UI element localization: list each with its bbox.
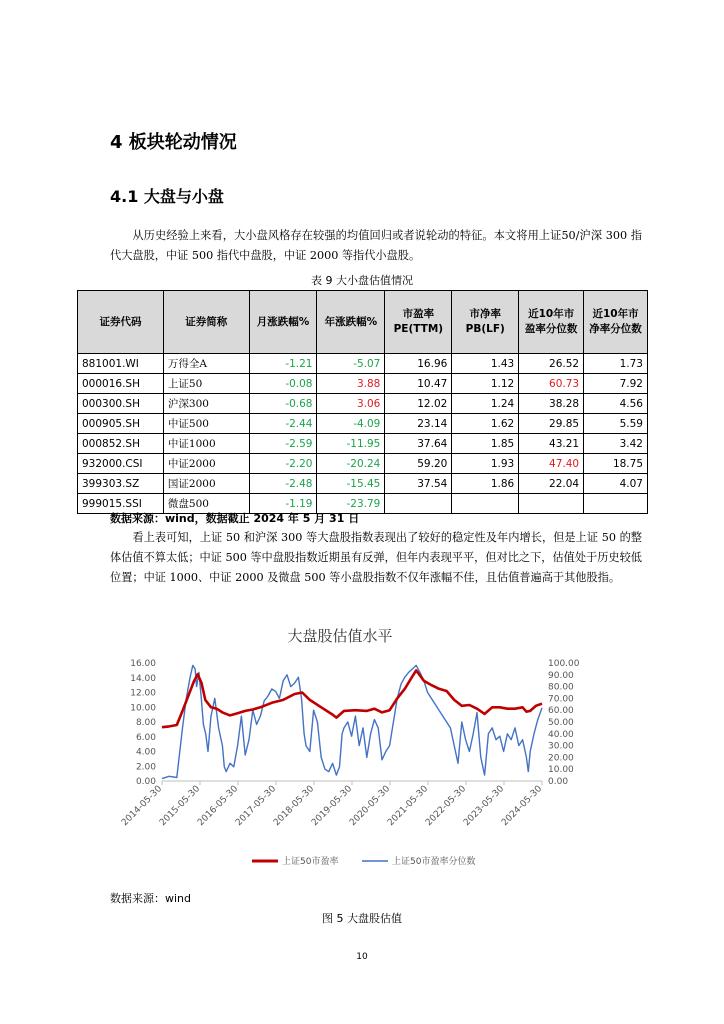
table-header-cell: 近10年市盈率分位数 bbox=[519, 291, 584, 354]
page-number: 10 bbox=[356, 952, 368, 962]
table-cell: -2.59 bbox=[249, 434, 317, 454]
table-cell: 1.73 bbox=[584, 354, 648, 374]
table-cell: -15.45 bbox=[317, 474, 385, 494]
x-tick-label: 2022-05-30 bbox=[424, 784, 469, 829]
table-header-row bbox=[78, 291, 648, 354]
table-cell: 1.93 bbox=[452, 454, 519, 474]
table-cell: 60.73 bbox=[519, 374, 584, 394]
x-tick-label: 2016-05-30 bbox=[196, 784, 241, 829]
table-cell: 999015.SSI bbox=[78, 494, 164, 514]
y-right-tick-label: 50.00 bbox=[548, 718, 574, 728]
table-cell: 1.85 bbox=[452, 434, 519, 454]
table-row bbox=[78, 474, 648, 494]
table-cell: -23.79 bbox=[317, 494, 385, 514]
x-tick-label: 2019-05-30 bbox=[310, 784, 355, 829]
y-right-tick-label: 0.00 bbox=[548, 777, 569, 787]
chart-source: 数据来源：wind bbox=[110, 892, 192, 905]
table-row bbox=[78, 454, 648, 474]
table-row bbox=[78, 434, 648, 454]
table-cell: -1.21 bbox=[249, 354, 317, 374]
series-line-pe-percentile bbox=[162, 665, 542, 778]
table-cell: 1.24 bbox=[452, 394, 519, 414]
y-left-tick-label: 12.00 bbox=[130, 688, 156, 699]
y-right-tick-label: 40.00 bbox=[548, 729, 574, 740]
table-cell bbox=[584, 494, 648, 514]
table-cell: -20.24 bbox=[317, 454, 385, 474]
table-cell: 3.42 bbox=[584, 434, 648, 454]
table-cell: 万得全A bbox=[163, 354, 249, 374]
table-header-cell: 证券简称 bbox=[163, 291, 249, 354]
table-row bbox=[78, 374, 648, 394]
table-cell: 18.75 bbox=[584, 454, 648, 474]
table-cell: 中证500 bbox=[163, 414, 249, 434]
table-cell: -2.20 bbox=[249, 454, 317, 474]
legend-label: 上证50市盈率 bbox=[282, 857, 339, 867]
table-cell: 000016.SH bbox=[78, 374, 164, 394]
table-cell: 3.06 bbox=[317, 394, 385, 414]
y-left-tick-label: 4.00 bbox=[135, 747, 156, 758]
table-cell bbox=[519, 494, 584, 514]
table-cell: -0.68 bbox=[249, 394, 317, 414]
table-cell: 1.12 bbox=[452, 374, 519, 394]
y-left-tick-label: 0.00 bbox=[135, 777, 156, 787]
y-left-tick-label: 6.00 bbox=[135, 732, 156, 743]
section-title: 4 板块轮动情况 bbox=[110, 132, 237, 153]
table-cell: 932000.CSI bbox=[78, 454, 164, 474]
table-cell: 37.64 bbox=[385, 434, 452, 454]
series-line-pe bbox=[162, 670, 542, 727]
table-header-cell: 年涨跌幅% bbox=[317, 291, 385, 354]
table-cell: 1.62 bbox=[452, 414, 519, 434]
table-header-cell: 月涨跌幅% bbox=[249, 291, 317, 354]
table-cell: 7.92 bbox=[584, 374, 648, 394]
table-header-cell: 市净率PB(LF) bbox=[452, 291, 519, 354]
y-left-tick-label: 10.00 bbox=[130, 703, 156, 714]
table-cell: 1.43 bbox=[452, 354, 519, 374]
table-cell: 22.04 bbox=[519, 474, 584, 494]
table-cell: 29.85 bbox=[519, 414, 584, 434]
table-cell: 26.52 bbox=[519, 354, 584, 374]
table-header-cell: 近10年市净率分位数 bbox=[584, 291, 648, 354]
x-tick-label: 2024-05-30 bbox=[500, 784, 545, 829]
x-tick-label: 2021-05-30 bbox=[386, 784, 431, 829]
table-cell: 12.02 bbox=[385, 394, 452, 414]
table-cell: 399303.SZ bbox=[78, 474, 164, 494]
table-cell: -0.08 bbox=[249, 374, 317, 394]
y-left-tick-label: 2.00 bbox=[135, 762, 156, 773]
y-right-tick-label: 100.00 bbox=[548, 659, 580, 669]
y-right-tick-label: 30.00 bbox=[548, 741, 574, 752]
table-cell: 38.28 bbox=[519, 394, 584, 414]
x-tick-label: 2018-05-30 bbox=[272, 784, 317, 829]
x-tick-label: 2023-05-30 bbox=[462, 784, 507, 829]
table-cell: -11.95 bbox=[317, 434, 385, 454]
table-row bbox=[78, 414, 648, 434]
table-row bbox=[78, 354, 648, 374]
table-cell: 3.88 bbox=[317, 374, 385, 394]
table-cell bbox=[452, 494, 519, 514]
y-left-tick-label: 14.00 bbox=[130, 673, 156, 684]
table-cell: 中证1000 bbox=[163, 434, 249, 454]
table-cell: 沪深300 bbox=[163, 394, 249, 414]
x-tick-label: 2014-05-30 bbox=[120, 784, 165, 829]
table-cell: -1.19 bbox=[249, 494, 317, 514]
table-cell: 59.20 bbox=[385, 454, 452, 474]
table-cell: 5.59 bbox=[584, 414, 648, 434]
table-cell: -2.44 bbox=[249, 414, 317, 434]
x-tick-label: 2017-05-30 bbox=[234, 784, 279, 829]
y-right-tick-label: 80.00 bbox=[548, 682, 574, 693]
figure-caption: 图 5 大盘股估值 bbox=[322, 912, 402, 925]
table-cell: 国证2000 bbox=[163, 474, 249, 494]
table-cell: 中证2000 bbox=[163, 454, 249, 474]
table-cell: -2.48 bbox=[249, 474, 317, 494]
table-source: 数据来源：wind，数据截止 2024 年 5 月 31 日 bbox=[110, 512, 360, 525]
table-cell: 4.56 bbox=[584, 394, 648, 414]
table-header-cell: 市盈率PE(TTM) bbox=[385, 291, 452, 354]
legend-label: 上证50市盈率分位数 bbox=[392, 857, 476, 867]
y-right-tick-label: 70.00 bbox=[548, 694, 574, 705]
table-cell: 43.21 bbox=[519, 434, 584, 454]
intro-paragraph: 从历史经验上来看，大小盘风格存在较强的均值回归或者说轮动的特征。本文将用上证50/沪深 300 指代大盘股，中证 500 指代中盘股，中证 2000 等指代小盘股。 bbox=[110, 229, 642, 262]
y-right-tick-label: 90.00 bbox=[548, 670, 574, 681]
y-right-tick-label: 10.00 bbox=[548, 765, 574, 776]
table-cell: -4.09 bbox=[317, 414, 385, 434]
x-tick-label: 2020-05-30 bbox=[348, 784, 393, 829]
table-cell: 47.40 bbox=[519, 454, 584, 474]
table-cell: 微盘500 bbox=[163, 494, 249, 514]
table-cell: 881001.WI bbox=[78, 354, 164, 374]
table-cell: 000300.SH bbox=[78, 394, 164, 414]
table-header-cell: 证券代码 bbox=[78, 291, 164, 354]
table-cell: 16.96 bbox=[385, 354, 452, 374]
table-cell: -5.07 bbox=[317, 354, 385, 374]
table-cell bbox=[385, 494, 452, 514]
table-row bbox=[78, 394, 648, 414]
table-cell: 4.07 bbox=[584, 474, 648, 494]
valuation-chart bbox=[110, 615, 610, 875]
table-cell: 10.47 bbox=[385, 374, 452, 394]
y-left-tick-label: 8.00 bbox=[135, 718, 156, 728]
table-cell: 000905.SH bbox=[78, 414, 164, 434]
analysis-paragraph: 看上表可知，上证 50 和沪深 300 等大盘股指数表现出了较好的稳定性及年内增长，但是上证 50 的整体估值不算太低；中证 500 等中盘股指数近期虽有反弹，但年内表现平平，但对比之下，估值处于历史较低位置；中证 1000、中证 2000 及微盘 500 等小盘股指数不仅年涨幅不佳，且估值普遍高于其他股指。 bbox=[110, 531, 642, 584]
table-caption: 表 9 大小盘估值情况 bbox=[311, 274, 413, 287]
table-cell: 37.54 bbox=[385, 474, 452, 494]
y-left-tick-label: 16.00 bbox=[130, 659, 156, 669]
table-cell: 上证50 bbox=[163, 374, 249, 394]
table-cell: 000852.SH bbox=[78, 434, 164, 454]
subsection-title: 4.1 大盘与小盘 bbox=[110, 187, 224, 206]
table-cell: 23.14 bbox=[385, 414, 452, 434]
chart-title: 大盘股估值水平 bbox=[287, 627, 393, 645]
valuation-table bbox=[77, 290, 648, 514]
x-tick-label: 2015-05-30 bbox=[158, 784, 203, 829]
y-right-tick-label: 20.00 bbox=[548, 753, 574, 764]
table-cell: 1.86 bbox=[452, 474, 519, 494]
y-right-tick-label: 60.00 bbox=[548, 706, 574, 717]
